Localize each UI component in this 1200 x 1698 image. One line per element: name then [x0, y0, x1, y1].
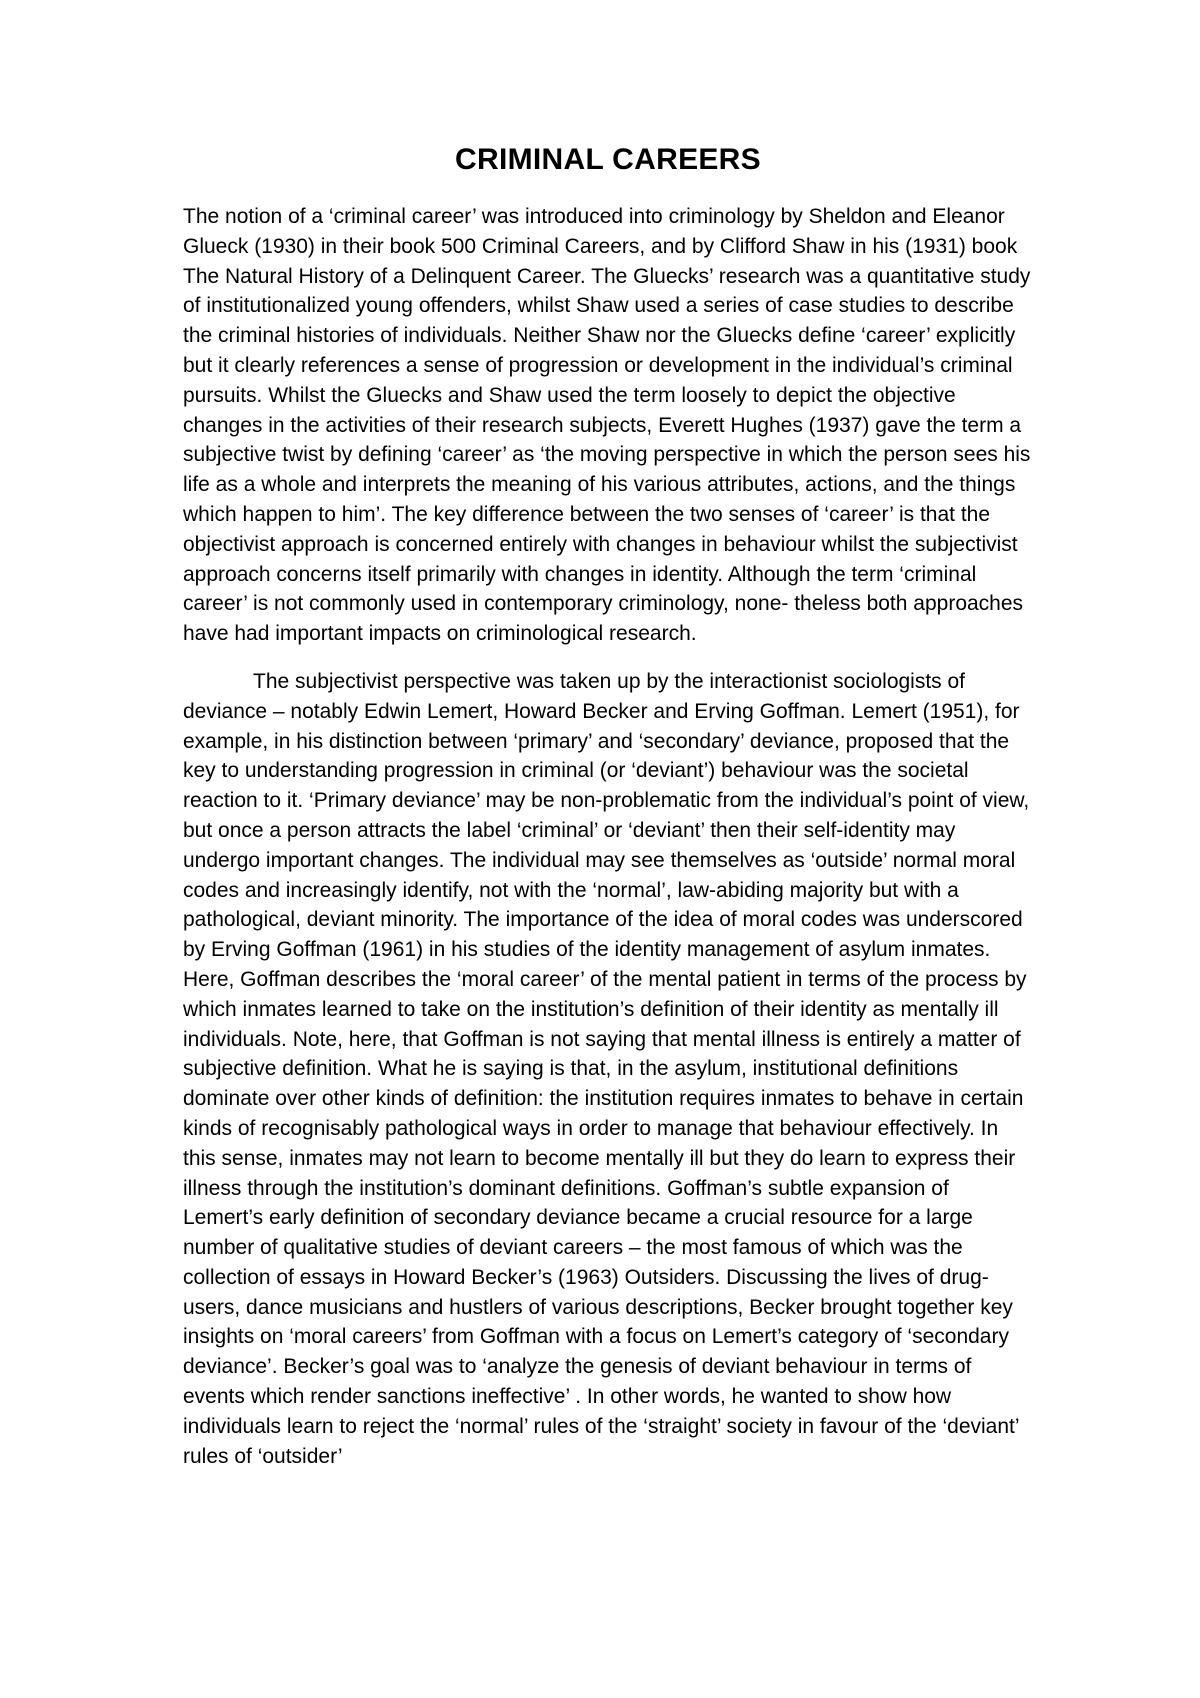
- paragraph-1: The notion of a ‘criminal career’ was introduced into criminology by Sheldon and Eleanor Glueck (1930) in their book 500 Criminal Careers, and by Clifford Shaw in his (1931) book The Natural History of a Delinquent Career. The Gluecks’ research was a quantitative study of institutionalized young offenders, whilst Shaw used a series of case studies to describe the criminal histories of individuals. Neither Shaw nor the Gluecks define ‘career’ explicitly but it clearly references a sense of progression or development in the individual’s criminal pursuits. Whilst the Gluecks and Shaw used the term loosely to depict the objective changes in the activities of their research subjects, Everett Hughes (1937) gave the term a subjective twist by defining ‘career’ as ‘the moving perspective in which the person sees his life as a whole and interprets the meaning of his various attributes, actions, and the things which happen to him’. The key difference between the two senses of ‘career’ is that the objectivist approach is concerned entirely with changes in behaviour whilst the subjectivist approach concerns itself primarily with changes in identity. Although the term ‘criminal career’ is not commonly used in contemporary criminology, none- theless both approaches have had important impacts on criminological research.: [183, 205, 1031, 646]
- paragraph-2: The subjectivist perspective was taken up by the interactionist sociologists of deviance – notably Edwin Lemert, Howard Becker and Erving Goffman. Lemert (1951), for example, in his distinction between ‘primary’ and ‘secondary’ deviance, proposed that the key to understanding progression in criminal (or ‘deviant’) behaviour was the societal reaction to it. ‘Primary deviance’ may be non-problematic from the individual’s point of view, but once a person attracts the label ‘criminal’ or ‘deviant’ then their self-identity may undergo important changes. The individual may see themselves as ‘outside’ normal moral codes and increasingly identify, not with the ‘normal’, law-abiding majority but with a pathological, deviant minority. The importance of the idea of moral codes was underscored by Erving Goffman (1961) in his studies of the identity management of asylum inmates. Here, Goffman describes the ‘moral career’ of the mental patient in terms of the process by which inmates learned to take on the institution’s definition of their identity as mentally ill individuals. Note, here, that Goffman is not saying that mental illness is entirely a matter of subjective definition. What he is saying is that, in the asylum, institutional definitions dominate over other kinds of definition: the institution requires inmates to behave in certain kinds of recognisably pathological ways in order to manage that behaviour effectively. In this sense, inmates may not learn to become mentally ill but they do learn to express their illness through the institution’s dominant definitions. Goffman’s subtle expansion of Lemert’s early definition of secondary deviance became a crucial resource for a large number of qualitative studies of deviant careers – the most famous of which was the collection of essays in Howard Becker’s (1963) Outsiders. Discussing the lives of drug-users, dance musicians and hustlers of various descriptions, Becker brought together key insights on ‘moral careers’ from Goffman with a focus on Lemert’s category of ‘secondary deviance’. Becker’s goal was to ‘analyze the genesis of deviant behaviour in terms of events which render sanctions ineffective’ . In other words, he wanted to show how individuals learn to reject the ‘normal’ rules of the ‘straight’ society in favour of the ‘deviant’ rules of ‘outsider’: [183, 669, 1030, 1468]
- document-title: CRIMINAL CAREERS: [455, 143, 761, 176]
- document-page: [183, 140, 1033, 1471]
